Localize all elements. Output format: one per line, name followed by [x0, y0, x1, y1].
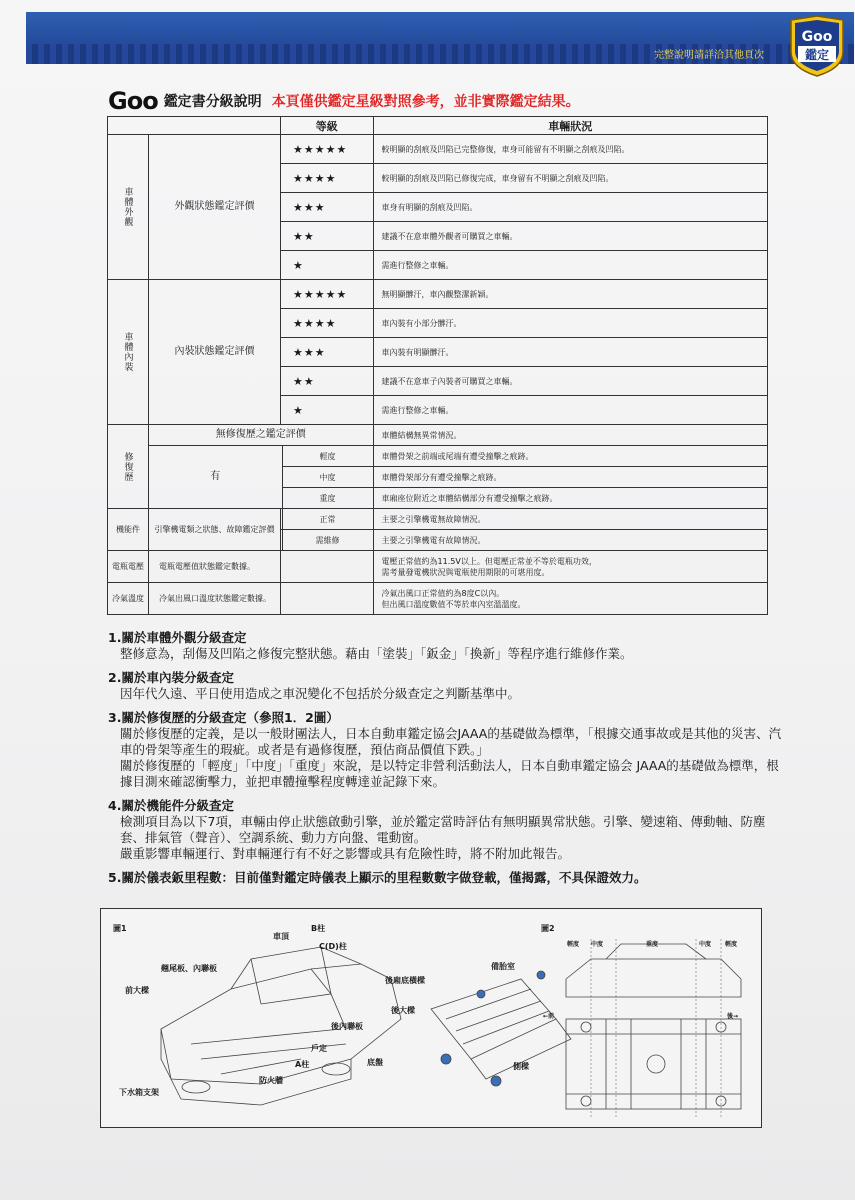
note-body: 整修意為，刮傷及凹陷之修復完整狀態。藉由「塗裝」「鈑金」「換新」等程序進行維修作業。: [120, 646, 633, 661]
blank-cell: [281, 583, 374, 615]
star-rating: ★★: [281, 367, 374, 396]
mechanical-level: 需維修: [282, 530, 373, 551]
title-row: [108, 86, 580, 116]
grade-header: 等級: [281, 117, 374, 135]
condition-desc: 主要之引擎機電有故障情況。: [373, 530, 767, 551]
condition-desc: 需進行整修之車輛。: [373, 396, 767, 425]
exterior-group: 車體外觀: [108, 135, 149, 280]
exterior-sub: 外觀狀態鑑定評價: [149, 135, 281, 280]
badge-bottom-text: 鑑定: [804, 48, 830, 62]
interior-sub: 內裝狀態鑑定評價: [149, 280, 281, 425]
star-rating: ★★★: [281, 193, 374, 222]
disclaimer-note: 本頁僅供鑑定星級對照參考，並非實際鑑定結果。: [271, 94, 580, 110]
note-heading: 1.關於車體外觀分級查定: [108, 630, 247, 645]
aircon-desc-line2: 但出風口溫度數值不等於車內室溫溫度。: [381, 599, 526, 609]
zone-label: 重度: [646, 941, 659, 948]
voltage-desc: [373, 551, 767, 583]
grade-table: [107, 116, 768, 615]
part-label: 翹尾板、內聯板: [161, 964, 217, 973]
voltage-desc-line2: 需考量發電機狀況與電瓶使用期限的可堪用度。: [381, 567, 550, 577]
figure-2-title: 圖2: [541, 924, 555, 933]
star-rating: ★: [281, 396, 374, 425]
voltage-group: 電瓶電壓: [108, 551, 149, 583]
note-4: [108, 798, 788, 862]
condition-desc: 建議不在意車子內裝者可購買之車輛。: [373, 367, 767, 396]
part-label: 車頂: [273, 932, 289, 941]
condition-desc: 車體骨架之前端或尾端有遭受撞擊之痕跡。: [373, 446, 767, 467]
blank-cell: [281, 551, 374, 583]
interior-group: 車體內裝: [108, 280, 149, 425]
condition-desc: 較明顯的刮痕及凹陷已修復完成，車身留有不明顯之刮痕及凹陷。: [373, 164, 767, 193]
star-rating: ★★★★: [281, 164, 374, 193]
part-label: B柱: [311, 924, 326, 933]
mechanical-sub: 引擎機電類之狀態、故障鑑定評價: [149, 509, 281, 551]
note-5: [108, 870, 788, 886]
note-heading: 4.關於機能件分級查定: [108, 798, 234, 813]
note-heading: 5.關於儀表鈑里程數：目前僅對鑑定時儀表上顯示的里程數數字做登載，僅揭露，不具保證效力。: [108, 870, 647, 885]
header-blank: [108, 117, 281, 135]
goo-badge-logo: [787, 14, 847, 78]
part-label: 戶定: [311, 1044, 327, 1053]
part-label: 防火牆: [259, 1076, 283, 1085]
aircon-desc: [373, 583, 767, 615]
condition-desc: 無明顯髒汙，車內觀整潔新穎。: [373, 280, 767, 309]
part-label: 側樑: [513, 1062, 529, 1071]
note-2: [108, 670, 788, 702]
condition-desc: 建議不在意車體外觀者可購買之車輛。: [373, 222, 767, 251]
voltage-desc-line1: 電壓正常值約為11.5V以上。但電壓正常並不等於電瓶功效，: [381, 556, 597, 566]
aircon-group: 冷氣溫度: [108, 583, 149, 615]
part-label: 後大樑: [391, 1006, 415, 1015]
aircon-sub: 冷氣出風口溫度狀態鑑定數據。: [149, 583, 281, 615]
part-label: 後內聯板: [331, 1022, 363, 1031]
badge-top-text: Goo: [801, 29, 833, 45]
condition-desc: 車內裝有小部分髒汙。: [373, 309, 767, 338]
condition-desc: 需進行整修之車輛。: [373, 251, 767, 280]
figure-box: [100, 908, 762, 1128]
condition-desc: 車體結構無異常情況。: [373, 425, 767, 446]
zone-label: 中度: [699, 941, 712, 948]
note-1: [108, 630, 788, 662]
star-rating: ★: [281, 251, 374, 280]
star-rating: ★★★★: [281, 309, 374, 338]
star-rating: ★★: [281, 222, 374, 251]
repair-has-label: 有: [149, 446, 283, 509]
figure-1-title: 圖1: [113, 924, 127, 933]
part-label: 下水箱支架: [119, 1088, 159, 1097]
notes-section: [108, 630, 788, 894]
repair-level: 輕度: [282, 446, 373, 467]
mechanical-group: 機能件: [108, 509, 149, 551]
back-arrow-label: 後→: [727, 1013, 739, 1020]
note-body: 關於修復歷的「輕度」「中度」「重度」來說，是以特定非營利活動法人，日本自動車鑑定協会 JAAA的基礎做為標準，根據目測來確認衝擊力，並把車體撞擊程度轉達並記錄下來。: [120, 758, 779, 789]
part-label: A柱: [295, 1060, 310, 1069]
note-heading: 3.關於修復歷的分級查定（參照1．2圖）: [108, 710, 339, 725]
repair-none-label: 無修復歷之鑑定評價: [149, 425, 374, 446]
condition-desc: 較明顯的刮痕及凹陷已完整修復，車身可能留有不明顯之刮痕及凹陷。: [373, 135, 767, 164]
damage-zone-drawing: [566, 944, 741, 1109]
repair-level: 重度: [282, 488, 373, 509]
condition-desc: 車內裝有明顯髒汙。: [373, 338, 767, 367]
part-label: 底盤: [367, 1058, 383, 1067]
note-body: 因年代久遠、平日使用造成之車況變化不包括於分級查定之判斷基準中。: [120, 686, 521, 701]
repair-level: 中度: [282, 467, 373, 488]
note-3: [108, 710, 788, 790]
zone-label: 輕度: [567, 941, 580, 948]
goo-logo: Goo: [108, 87, 158, 115]
part-label: 後廂底橫樑: [385, 976, 425, 985]
note-body: 嚴重影響車輛運行、對車輛運行有不好之影響或具有危險性時，將不附加此報告。: [120, 846, 571, 861]
mechanical-level: 正常: [282, 509, 373, 530]
car-frame-diagrams: [101, 909, 761, 1127]
condition-desc: 主要之引擎機電無故障情況。: [373, 509, 767, 530]
star-rating: ★★★: [281, 338, 374, 367]
page-title: 鑑定書分級說明: [163, 94, 262, 110]
condition-desc: 車廂座位附近之車體結構部分有遭受撞擊之痕跡。: [373, 488, 767, 509]
banner-note: 完整說明請詳洽其他頁次: [654, 50, 764, 61]
star-rating: ★★★★★: [281, 135, 374, 164]
voltage-sub: 電瓶電壓值狀態鑑定數據。: [149, 551, 281, 583]
zone-dividers: [591, 939, 721, 1119]
star-rating: ★★★★★: [281, 280, 374, 309]
condition-header: 車輛狀況: [373, 117, 767, 135]
repair-group: 修復歷: [108, 425, 149, 509]
underbody-drawing: [431, 971, 571, 1086]
note-heading: 2.關於車內裝分級查定: [108, 670, 234, 685]
note-body: 檢測項目為以下7項，車輛由停止狀態啟動引擎，並於鑑定當時評估有無明顯異常狀態。引擎、變速箱、傳動軸、防塵套、排氣管（聲音）、空調系統、動力方向盤、電動窗。: [120, 814, 766, 845]
front-arrow-label: ←前: [543, 1013, 555, 1020]
part-label: C(D)柱: [319, 942, 347, 951]
aircon-desc-line1: 冷氣出風口正常值約為8度C以內。: [381, 588, 505, 598]
condition-desc: 車身有明顯的刮痕及凹陷。: [373, 193, 767, 222]
condition-desc: 車體骨架部分有遭受撞擊之痕跡。: [373, 467, 767, 488]
header-banner: [26, 12, 854, 64]
part-label: 前大樑: [125, 986, 149, 995]
part-label: 備胎室: [491, 962, 515, 971]
note-body: 關於修復歷的定義，是以一般財團法人，日本自動車鑑定協会JAAA的基礎做為標準，「根據交通事故或是其他的災害、汽車的骨架等產生的瑕疵。或者是有過修復歷，預估商品價值下跌。」: [120, 726, 782, 757]
zone-label: 輕度: [725, 941, 738, 948]
zone-label: 中度: [591, 941, 604, 948]
